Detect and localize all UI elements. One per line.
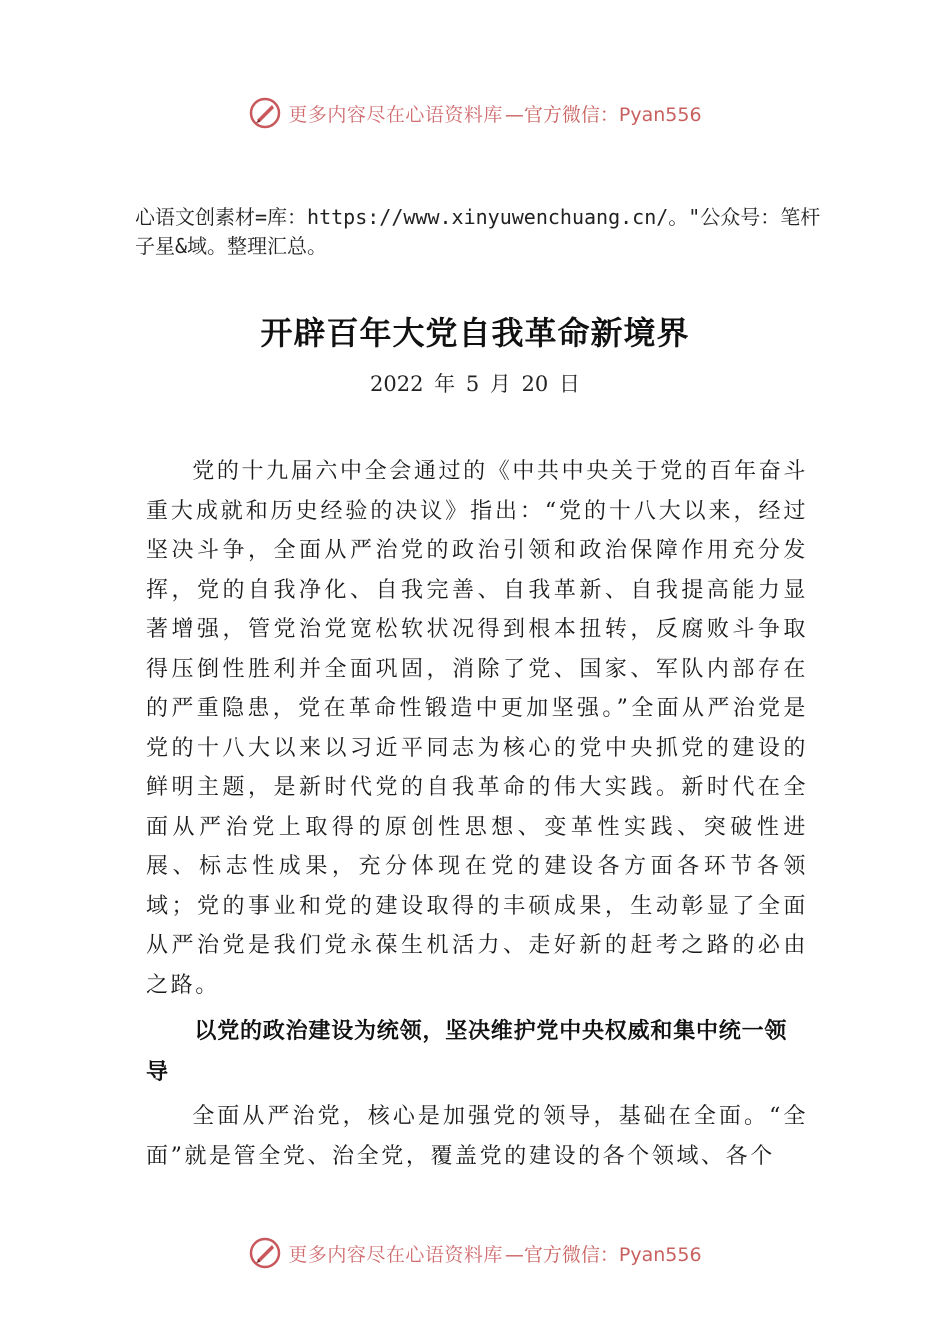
article-body bbox=[146, 452, 808, 1176]
body-paragraph: 党的十九届六中全会通过的《中共中央关于党的百年奋斗重大成就和历史经验的决议》指出：“党的十八大以来，经过坚决斗争，全面从严治党的政治引领和政治保障作用充分发挥，党的自我净化、自我完善、自我革新、自我提高能力显著增强，管党治党宽松软状况得到根本扭转，反腐败斗争取得压倒性胜利并全面巩固，消除了党、国家、军队内部存在的严重隐患，党在革命性锻造中更加坚强。”全面从严治党是党的十八大以来以习近平同志为核心的党中央抓党的建设的鲜明主题，是新时代党的自我革命的伟大实践。新时代在全面从严治党上取得的原创性思想、变革性实践、突破性进展、标志性成果，充分体现在党的建设各方面各环节各领域；党的事业和党的建设取得的丰硕成果，生动彰显了全面从严治党是我们党永葆生机活力、走好新的赶考之路的必由之路。 bbox=[146, 459, 808, 998]
publish-date: 2022 年 5 月 20 日 bbox=[370, 372, 580, 396]
watermark-left-text: 更多内容尽在心语资料库 bbox=[288, 103, 503, 126]
watermark-right-text: —官方微信：Pyan556 bbox=[504, 103, 702, 126]
section-heading: 以党的政治建设为统领，坚决维护党中央权威和集中统一领导 bbox=[146, 1019, 788, 1085]
quill-pen-logo-icon bbox=[248, 96, 282, 130]
watermark-banner-bottom bbox=[0, 1236, 950, 1270]
section-paragraph: 全面从严治党，核心是加强党的领导，基础在全面。“全面”就是管全党、治全党，覆盖党的建设的各个领域、各个 bbox=[146, 1104, 808, 1169]
header-note: 心语文创素材=库：https://www.xinyuwenchuang.cn/。"公众号：笔杆子星&域。整理汇总。 bbox=[135, 205, 821, 258]
page-title: 开辟百年大党自我革命新境界 bbox=[260, 314, 690, 352]
watermark-banner-top bbox=[0, 96, 950, 130]
watermark-right-text: —官方微信：Pyan556 bbox=[504, 1243, 702, 1266]
watermark-left-text: 更多内容尽在心语资料库 bbox=[288, 1243, 503, 1266]
quill-pen-logo-icon bbox=[248, 1236, 282, 1270]
